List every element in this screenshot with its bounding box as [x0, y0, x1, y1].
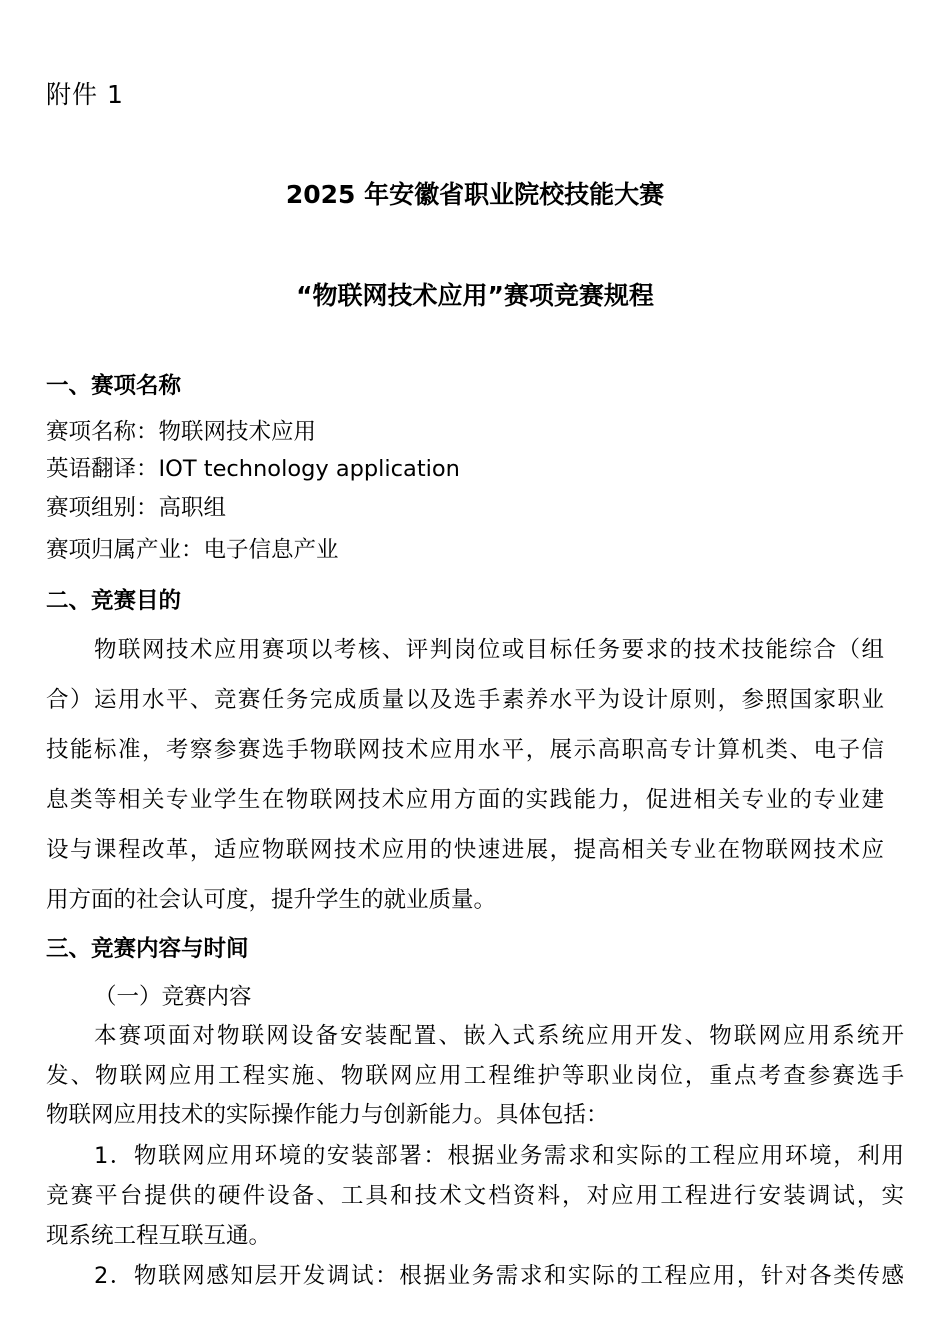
paragraph-line: 用方面的社会认可度，提升学生的就业质量。 [46, 887, 497, 913]
paragraph-line: 设与课程改革，适应物联网技术应用的快速进展，提高相关专业在物联网技术应 [46, 837, 884, 863]
list-item-line: 2．物联网感知层开发调试：根据业务需求和实际的工程应用，针对各类传感 [94, 1263, 904, 1289]
section-heading-1: 一、赛项名称 [46, 373, 182, 399]
annex-label: 附件 1 [46, 80, 124, 109]
list-item-line: 现系统工程互联互通。 [46, 1223, 272, 1249]
list-item-line: 竞赛平台提供的硬件设备、工具和技术文档资料，对应用工程进行安装调试，实 [46, 1183, 904, 1209]
english-translation-line: 英语翻译：IOT technology application [46, 456, 460, 482]
paragraph-line: 本赛项面对物联网设备安装配置、嵌入式系统应用开发、物联网应用系统开 [94, 1023, 904, 1049]
event-group-line: 赛项组别：高职组 [46, 495, 227, 521]
document-title-line1: 2025 年安徽省职业院校技能大赛 [285, 180, 665, 209]
list-item-line: 1．物联网应用环境的安装部署：根据业务需求和实际的工程应用环境，利用 [94, 1143, 904, 1169]
section-heading-2: 二、竞赛目的 [46, 588, 182, 614]
paragraph-line: 物联网应用技术的实际操作能力与创新能力。具体包括： [46, 1102, 609, 1128]
paragraph-line: 物联网技术应用赛项以考核、评判岗位或目标任务要求的技术技能综合（组 [94, 637, 884, 663]
event-industry-line: 赛项归属产业：电子信息产业 [46, 537, 339, 563]
paragraph-line: 技能标准，考察参赛选手物联网技术应用水平，展示高职高专计算机类、电子信 [46, 737, 884, 763]
section-heading-3: 三、竞赛内容与时间 [46, 936, 249, 962]
event-name-line: 赛项名称：物联网技术应用 [46, 419, 317, 445]
paragraph-line: 合）运用水平、竞赛任务完成质量以及选手素养水平为设计原则，参照国家职业 [46, 687, 884, 713]
paragraph-line: 发、物联网应用工程实施、物联网应用工程维护等职业岗位，重点考查参赛选手 [46, 1063, 904, 1089]
paragraph-line: 息类等相关专业学生在物联网技术应用方面的实践能力，促进相关专业的专业建 [46, 787, 884, 813]
subsection-heading: （一）竞赛内容 [94, 984, 252, 1010]
document-title-line2: “物联网技术应用”赛项竞赛规程 [296, 281, 654, 310]
